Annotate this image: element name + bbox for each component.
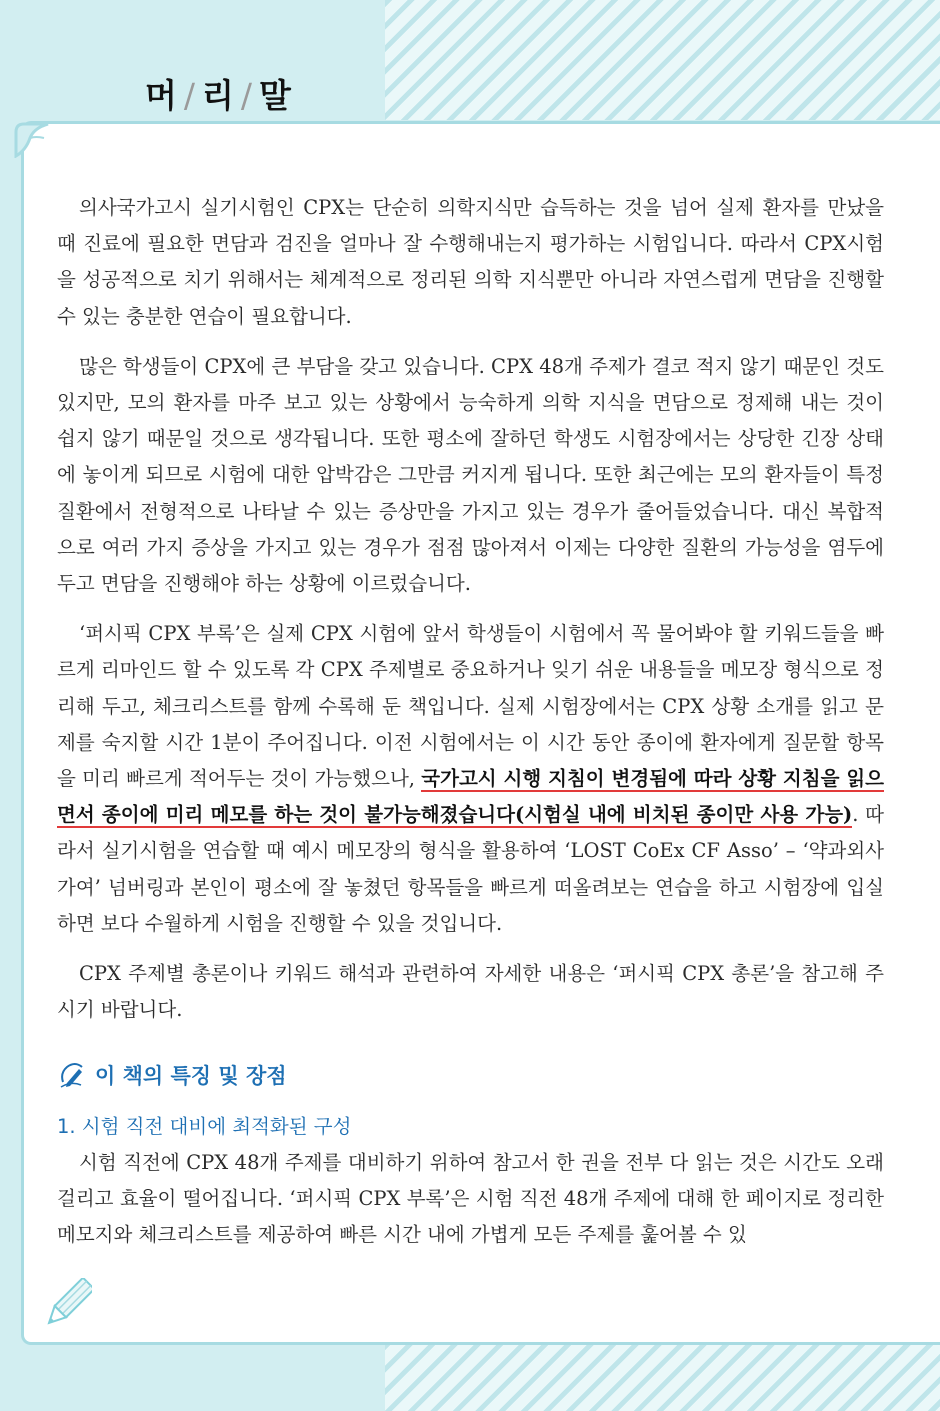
title-separator-1: /: [183, 76, 197, 115]
features-heading-text: 이 책의 특징 및 장점: [95, 1064, 287, 1088]
paragraph-3-start: ‘퍼시픽 CPX 부록’은 실제 CPX 시험에 앞서 학생들이 시험에서 꼭 물어봐야 할 키워드들을 빠르게 리마인드 할 수 있도록 각 CPX 주제별로 중요하거나 잊기 쉬운 내용들을 메모장 형식으로 정리해 두고, 체크리스트를 함께 수록해 둔 책입니다. 실제 시험장에서는 CPX 상황 소개를 읽고 문제를 숙지할 시간 1분이 주어집니다. 이전 시험에서는 이 시간 동안 종이에 환자에게 질문할 항목을 미리 빠르게 적어두는 것이 가능했으나,: [57, 622, 884, 791]
feature-1-text: 시험 직전에 CPX 48개 주제를 대비하기 위하여 참고서 한 권을 전부 다 읽는 것은 시간도 오래 걸리고 효율이 떨어집니다. ‘퍼시픽 CPX 부록’은 시험 직전 48개 주제에 대해 한 페이지로 정리한 메모지와 체크리스트를 제공하여 빠른 시간 내에 가볍게 모든 주제를 훑어볼 수 있: [57, 1151, 884, 1247]
title-char-3: 말: [259, 76, 292, 115]
highlighted-notice: 국가고시 시행 지침이 변경됨에 따라 상황 지침을 읽으면서 종이에 미리 메모를 하는 것이 불가능해졌습니다(시험실 내에 비치된 종이만 사용 가능): [57, 767, 885, 827]
paragraph-3-end: . 따라서 실기시험을 연습할 때 예시 메모장의 형식을 활용하여 ‘LOST CoEx CF Asso’ – ‘약과외사가여’ 넘버링과 본인이 평소에 잘 놓쳤던 항목들을 빠르게 떠올려보는 연습을 하고 시험장에 입실하면 보다 수월하게 시험을 진행할 수 있을 것입니다.: [57, 803, 885, 935]
feature-1-body: [57, 1145, 884, 1254]
page-curl-icon: [14, 122, 50, 158]
decorative-stripes-bottom: [385, 1343, 940, 1411]
feature-1-title: 1. 시험 직전 대비에 최적화된 구성: [57, 1115, 352, 1138]
pen-icon: [57, 1061, 87, 1089]
intro-text: [57, 190, 884, 1042]
paragraph-1: 의사국가고시 실기시험인 CPX는 단순히 의학지식만 습득하는 것을 넘어 실제 환자를 만났을 때 진료에 필요한 면담과 검진을 얼마나 잘 수행해내는지 평가하는 시험입니다. 따라서 CPX시험을 성공적으로 치기 위해서는 체계적으로 정리된 의학 지식뿐만 아니라 자연스럽게 면담을 진행할 수 있는 충분한 연습이 필요합니다.: [57, 196, 884, 328]
title-char-1: 머: [145, 76, 178, 115]
decorative-stripes-top: [385, 0, 940, 120]
page-title: [145, 70, 292, 117]
pencil-icon: [40, 1278, 92, 1334]
features-heading: [57, 1060, 287, 1090]
paragraph-3: [57, 616, 884, 942]
title-char-2: 리: [202, 76, 235, 115]
title-separator-2: /: [240, 76, 254, 115]
paragraph-2: 많은 학생들이 CPX에 큰 부담을 갖고 있습니다. CPX 48개 주제가 결코 적지 않기 때문인 것도 있지만, 모의 환자를 마주 보고 있는 상황에서 능숙하게 의학 지식을 면담으로 정제해 내는 것이 쉽지 않기 때문일 것으로 생각됩니다. 또한 평소에 잘하던 학생도 시험장에서는 상당한 긴장 상태에 놓이게 되므로 시험에 대한 압박감은 그만큼 커지게 됩니다. 또한 최근에는 모의 환자들이 특정 질환에서 전형적으로 나타날 수 있는 증상만을 가지고 있는 경우가 줄어들었습니다. 대신 복합적으로 여러 가지 증상을 가지고 있는 경우가 점점 많아져서 이제는 다양한 질환의 가능성을 염두에 두고 면담을 진행해야 하는 상황에 이르렀습니다.: [57, 354, 884, 596]
paragraph-4: CPX 주제별 총론이나 키워드 해석과 관련하여 자세한 내용은 ‘퍼시픽 CPX 총론’을 참고해 주시기 바랍니다.: [57, 962, 884, 1022]
